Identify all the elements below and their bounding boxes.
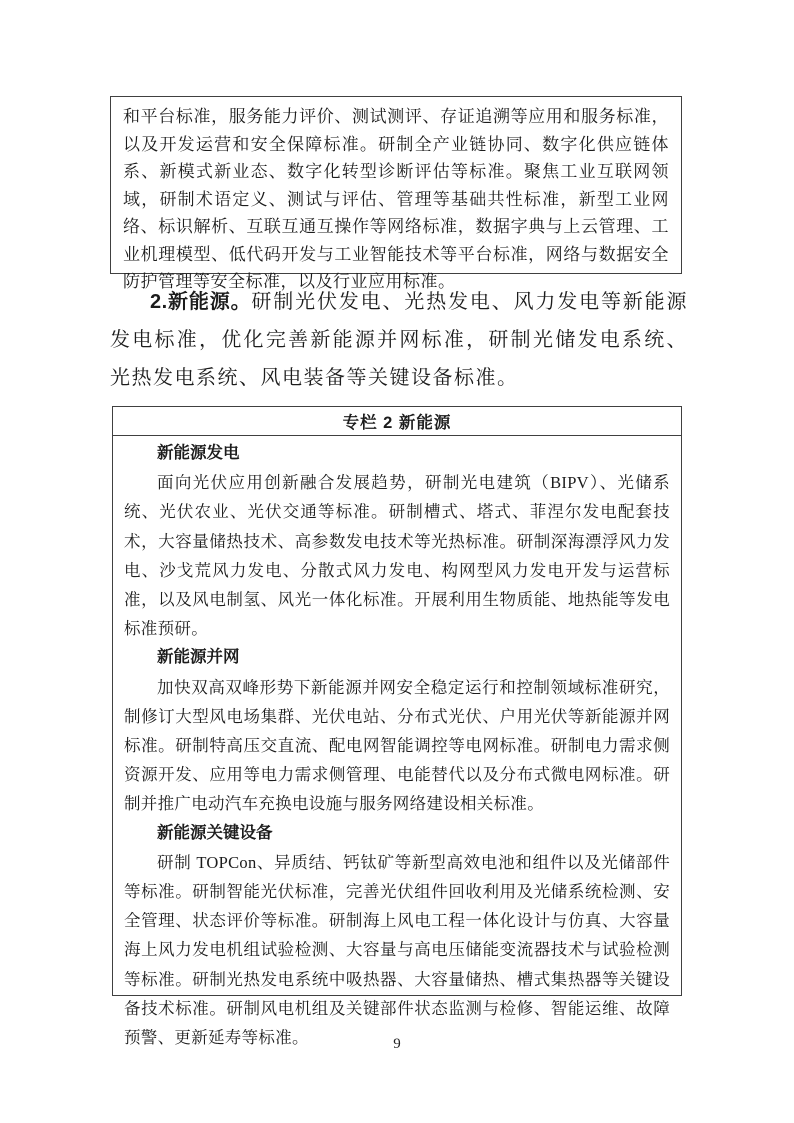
callout-box-new-energy xyxy=(112,406,682,1048)
section-new-energy-generation xyxy=(124,439,670,643)
callout-box-title: 专栏 2 新能源 xyxy=(113,407,681,436)
section-heading-key-equipment: 新能源关键设备 xyxy=(157,823,273,842)
body-paragraph-new-energy xyxy=(110,283,688,397)
section-body-grid-connection: 加快双高双峰形势下新能源并网安全稳定运行和控制领域标准研究，制修订大型风电场集群、光伏电站、分布式光伏、户用光伏等新能源并网标准。研制特高压交直流、配电网智能调控等电网标准。研制电力需求侧资源开发、应用等电力需求侧管理、电能替代以及分布式微电网标准。研制并推广电动汽车充换电设施与服务网络建设相关标准。 xyxy=(124,677,670,814)
section-body-generation: 面向光伏应用创新融合发展趋势，研制光电建筑（BIPV）、光储系统、光伏农业、光伏交通等标准。研制槽式、塔式、菲涅尔发电配套技术，大容量储热技术、高参数发电技术等光热标准。研制深海漂浮风力发电、沙戈荒风力发电、分散式风力发电、构网型风力发电开发与运营标准，以及风电制氢、风光一体化标准。开展利用生物质能、地热能等发电标准预研。 xyxy=(124,473,670,639)
continuation-text-box xyxy=(110,96,682,291)
continuation-paragraph: 和平台标准，服务能力评价、测试测评、存证追溯等应用和服务标准，以及开发运营和安全保障标准。研制全产业链协同、数字化供应链体系、新模式新业态、数字化转型诊断评估等标准。聚焦工业互联网领域，研制术语定义、测试与评估、管理等基础共性标准，新型工业网络、标识解析、互联互通互操作等网络标准，数据字典与上云管理、工业机理模型、低代码开发与工业智能技术等平台标准，网络与数据安全防护管理等安全标准，以及行业应用标准。 xyxy=(123,107,669,291)
section-heading-generation: 新能源发电 xyxy=(157,444,240,462)
callout-box-content xyxy=(113,436,681,1052)
section-new-energy-grid-connection xyxy=(124,643,670,818)
section-heading-grid-connection: 新能源并网 xyxy=(157,648,240,667)
page-number: 9 xyxy=(393,1036,401,1052)
paragraph-body-text: 研制光伏发电、光热发电、风力发电等新能源发电标准，优化完善新能源并网标准，研制光储发电系统、光热发电系统、风电装备等关键设备标准。 xyxy=(110,291,689,389)
section-new-energy-key-equipment xyxy=(124,819,670,1053)
paragraph-lead-label: 2.新能源。 xyxy=(150,291,252,313)
section-body-key-equipment: 研制 TOPCon、异质结、钙钛矿等新型高效电池和组件以及光储部件等标准。研制智能光伏标准，完善光伏组件回收利用及光储系统检测、安全管理、状态评价等标准。研制海上风电工程一体化设计与仿真、大容量海上风力发电机组试验检测、大容量与高电压储能变流器技术与试验检测等标准。研制光热发电系统中吸热器、大容量储热、槽式集热器等关键设备技术标准。研制风电机组及关键部件状态监测与检修、智能运维、故障预警、更新延寿等标准。 xyxy=(124,852,670,1048)
